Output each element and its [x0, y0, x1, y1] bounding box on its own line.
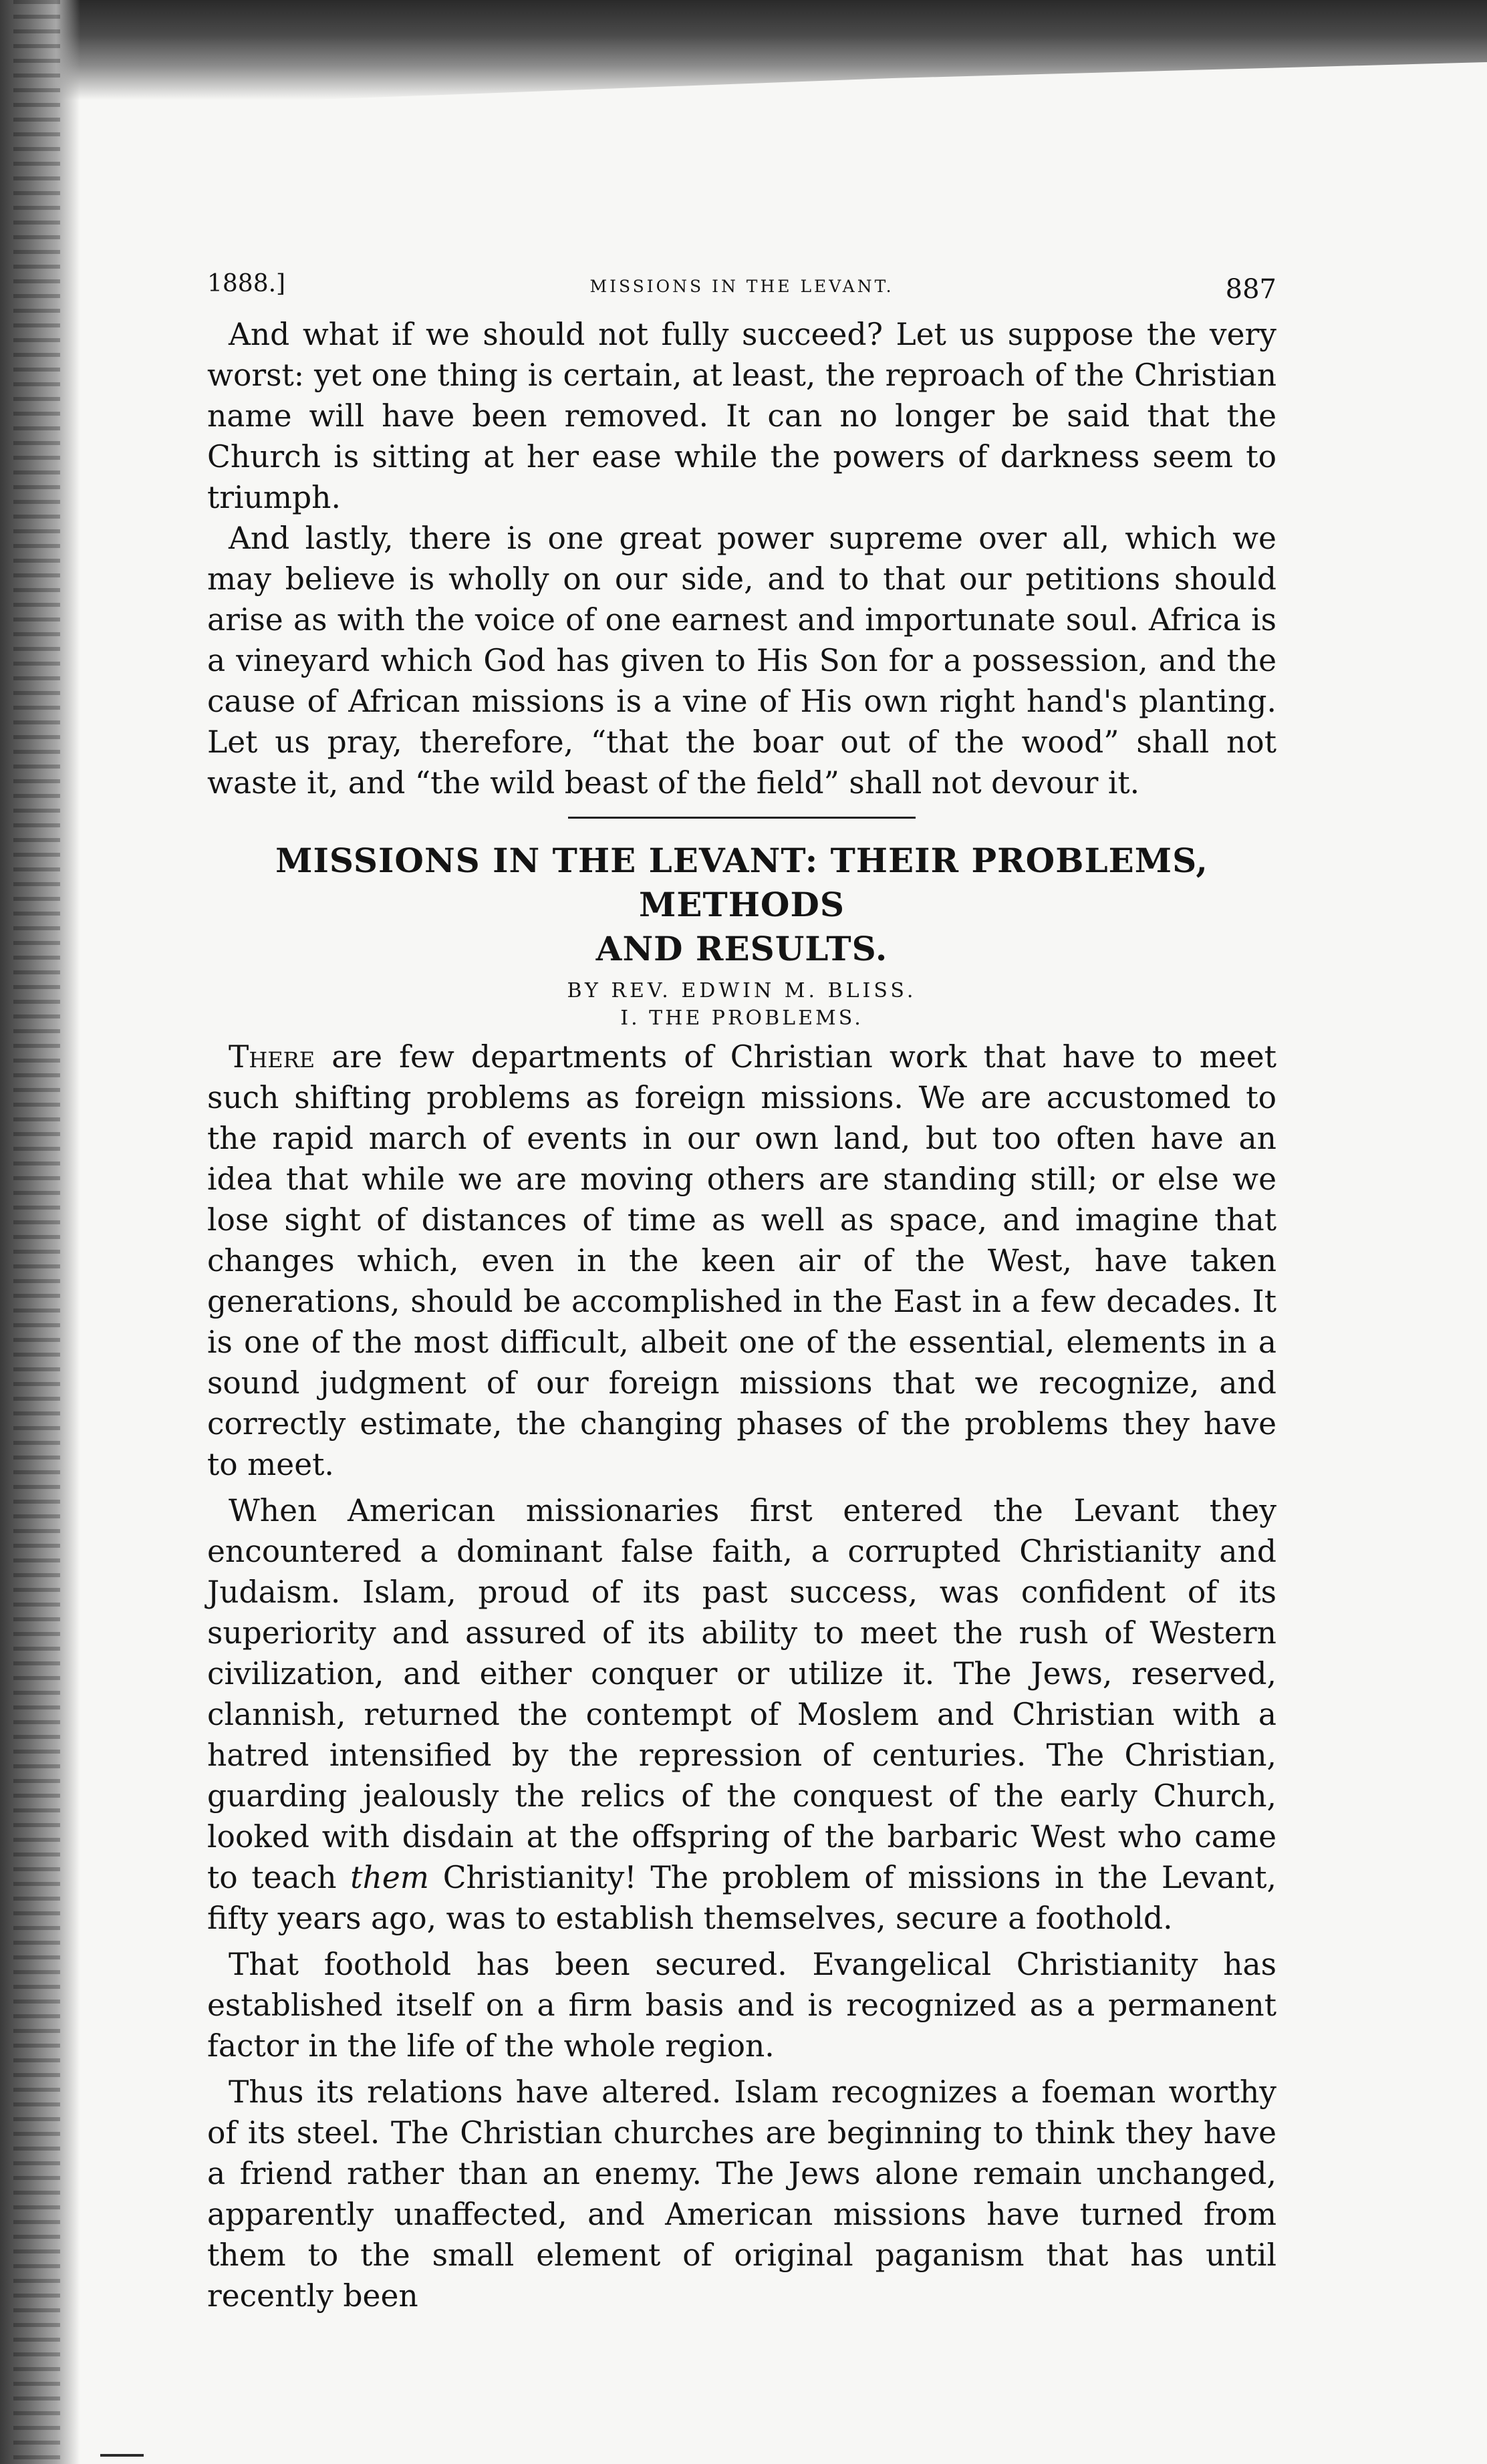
body-text: When American missionaries first entered the Levant they encountered a dominant false faith, a corrupted Christianity and Judaism. Islam, proud of its past success, was confident of its superiority and assured of its ability to meet the rush of Western civilization, and either conquer or utilize it. The Jews, reserved, clannish, returned the contempt of Moslem and Christian with a hatred intensified by the repression of centuries. The Christian, guarding jealously the relics of the conquest of the early Church, looked with disdain at the offspring of the barbaric West who came to teach — [207, 1493, 1276, 1895]
scan-shadow-left — [0, 0, 80, 2464]
scan-shadow-top — [0, 0, 1487, 100]
section-divider — [568, 817, 916, 819]
article-title-line-2: AND RESULTS. — [595, 929, 888, 968]
article-title-line-1: MISSIONS IN THE LEVANT: THEIR PROBLEMS, METHODS — [275, 841, 1208, 924]
intro-paragraph: And lastly, there is one great power supreme over all, which we may believe is wholly on our side, and to that our petitions should arise as with the voice of one earnest and importunate soul. Africa is a vineyard which God has given to His Son for a possession, and the cause of African missions is a vine of His own right hand's planting. Let us pray, therefore, “that the boar out of the wood” shall not waste it, and “the wild beast of the field” shall not devour it. — [207, 521, 1276, 801]
section-heading: I. THE PROBLEMS. — [620, 1006, 863, 1030]
page-number: 887 — [1225, 274, 1276, 305]
byline: BY REV. EDWIN M. BLISS. — [567, 979, 917, 1002]
intro-paragraph: And what if we should not fully succeed? Let us suppose the very worst: yet one thing is certain, at least, the reproach of the Christian name will have been removed. It can no longer be said that the Church is sitting at her ease while the powers of darkness seem to triumph. — [207, 317, 1276, 515]
body-paragraph: Thus its relations have altered. Islam recognizes a foeman worthy of its steel. The Christian churches are beginning to think they have a friend rather than an enemy. The Jews alone remain unchanged, apparently unaffected, and American missions have turned from them to the small element of original paganism that has until recently been — [207, 2074, 1276, 2314]
page — [207, 267, 1276, 2316]
body-paragraph — [207, 1037, 1276, 1485]
body-paragraph: That foothold has been secured. Evangelical Christianity has established itself on a firm basis and is recognized as a permanent factor in the life of the whole region. — [207, 1947, 1276, 2064]
running-head-title: MISSIONS IN THE LEVANT. — [589, 277, 894, 296]
body-text: are few departments of Christian work that have to meet such shifting problems as foreign missions. We are accustomed to the rapid march of events in our own land, but too often have an idea that while we are moving others are standing still; or else we lose sight of distances of time as well as space, and imagine that changes which, even in the keen air of the West, have taken generations, should be accomplished in the East in a few decades. It is one of the most difficult, albeit one of the essential, elements in a sound judgment of our foreign missions that we recognize, and correctly estimate, the changing phases of the problems they have to meet. — [207, 1039, 1276, 1482]
article-title — [207, 839, 1276, 971]
body-paragraph — [207, 1490, 1276, 1939]
body-text: Christianity! The problem of missions in the Levant, fifty years ago, was to establish themselves, secure a foothold. — [207, 1860, 1276, 1936]
running-head-year: 1888.] — [207, 270, 286, 297]
lead-word: There — [229, 1039, 315, 1075]
emphasis-text: them — [350, 1860, 429, 1895]
scan-mark — [100, 2454, 144, 2457]
running-head — [207, 267, 1276, 314]
